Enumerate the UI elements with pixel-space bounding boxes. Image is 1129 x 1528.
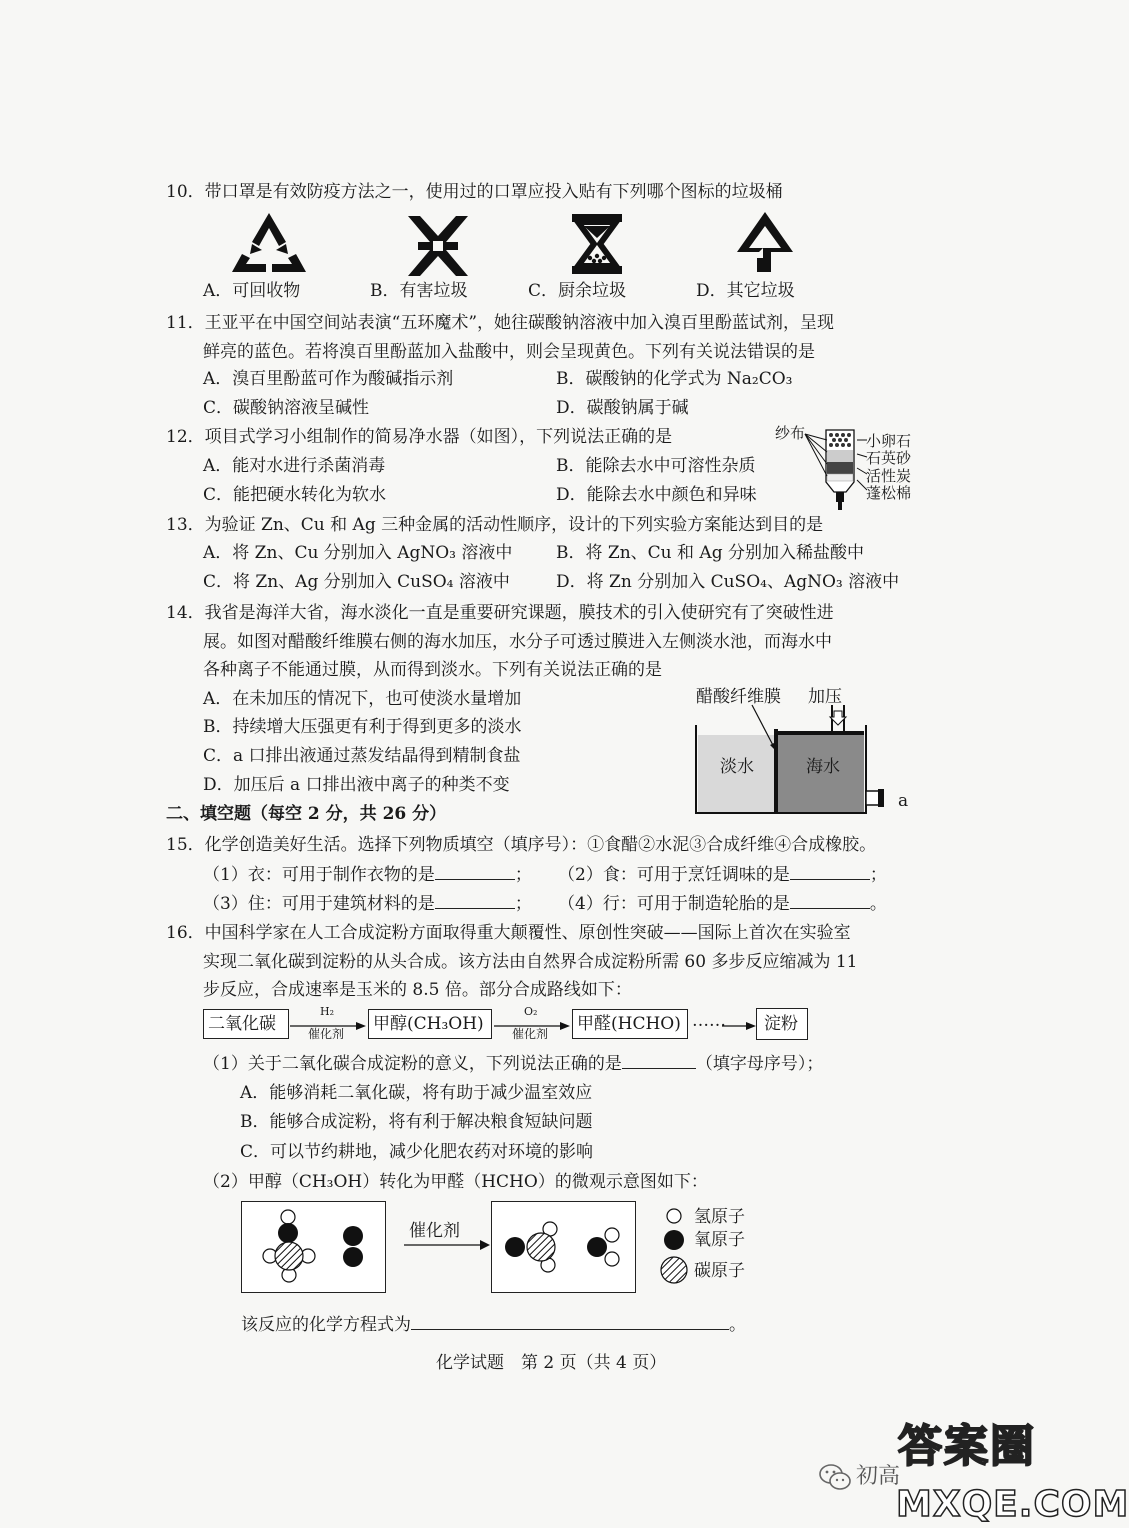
route-h2: H₂ xyxy=(320,1005,335,1018)
q15-sep-1: ； xyxy=(514,865,532,885)
q15-part1-text: （1）衣：可用于制作衣物的是 xyxy=(203,865,435,885)
legend-hydrogen: 氢原子 xyxy=(694,1207,745,1227)
section-2-title: 二、填空题（每空 2 分，共 26 分） xyxy=(166,804,447,824)
label-sea-water: 海水 xyxy=(806,757,840,777)
legend-carbon: 碳原子 xyxy=(694,1261,745,1281)
route-dots: …… xyxy=(692,1011,726,1031)
q15-blank-3[interactable] xyxy=(435,892,515,909)
q13-option-b: B．将 Zn、Cu 和 Ag 分别加入稀盐酸中 xyxy=(556,543,864,563)
q15-stem: 15．化学创造美好生活。选择下列物质填空（填序号）：①食醋②水泥③合成纤维④合成橡胶。 xyxy=(166,835,877,855)
q16-sub1-tail: （填字母序号）； xyxy=(695,1054,824,1074)
q10-option-b: B．有害垃圾 xyxy=(370,281,468,301)
q13-option-a: A．将 Zn、Cu 分别加入 AgNO₃ 溶液中 xyxy=(203,543,513,563)
q16-sub1 xyxy=(203,1052,823,1075)
route-o2: O₂ xyxy=(524,1005,538,1018)
q14-stem-line1: 14．我省是海洋大省，海水淡化一直是重要研究课题，膜技术的引入使研究有了突破性进 xyxy=(166,603,834,623)
label-sand: 石英砂 xyxy=(866,449,912,467)
tree-icon xyxy=(733,208,797,276)
q15-part1 xyxy=(203,863,532,886)
q16-equation-end: 。 xyxy=(729,1315,746,1335)
q16-equation-line xyxy=(241,1313,746,1336)
q14-option-c: C．a 口排出液通过蒸发结晶得到精制食盐 xyxy=(203,746,521,766)
q16-sub2: （2）甲醇（CH₃OH）转化为甲醛（HCHO）的微观示意图如下： xyxy=(203,1172,708,1192)
q15-part3 xyxy=(203,892,532,915)
route-arrow-3 xyxy=(722,1022,756,1030)
q15-part4-text: （4）行：可用于制造轮胎的是 xyxy=(558,894,790,914)
q16-sub1-option-b: B．能够合成淀粉，将有利于解决粮食短缺问题 xyxy=(240,1112,593,1132)
route-formaldehyde: 甲醛(HCHO) xyxy=(577,1014,681,1034)
q14-option-b: B．持续增大压强更有利于得到更多的淡水 xyxy=(203,717,522,737)
q11-stem-line1: 11．王亚平在中国空间站表演“五环魔术”，她往碳酸钠溶液中加入溴百里酚蓝试剂，呈现 xyxy=(166,313,835,333)
q13-option-d: D．将 Zn 分别加入 CuSO₄、AgNO₃ 溶液中 xyxy=(556,572,900,592)
micro-reactants xyxy=(241,1201,384,1291)
label-cloth: 纱布 xyxy=(775,424,806,442)
q15-blank-2[interactable] xyxy=(790,863,870,880)
label-outlet-a: a xyxy=(898,791,909,811)
q15-sep-3: ； xyxy=(514,894,532,914)
q16-equation-text: 该反应的化学方程式为 xyxy=(241,1315,411,1335)
q15-blank-4[interactable] xyxy=(790,892,870,909)
q12-option-c: C．能把硬水转化为软水 xyxy=(203,485,387,505)
micro-products xyxy=(491,1201,634,1291)
label-fresh-water: 淡水 xyxy=(720,757,754,777)
route-methanol: 甲醇(CH₃OH) xyxy=(373,1014,484,1034)
q16-stem-line2: 实现二氧化碳到淀粉的从头合成。该方法由自然界合成淀粉所需 60 多步反应缩减为 11 xyxy=(203,952,858,972)
watermark-wechat-name: 初高 xyxy=(856,1464,901,1489)
micro-catalyst: 催化剂 xyxy=(409,1221,460,1241)
q13-option-c: C．将 Zn、Ag 分别加入 CuSO₄ 溶液中 xyxy=(203,572,510,592)
watermark-logo: 答案圈 xyxy=(898,1421,1036,1472)
q13-stem: 13．为验证 Zn、Cu 和 Ag 三种金属的活动性顺序，设计的下列实验方案能达到目的是 xyxy=(166,515,824,535)
route-catalyst-1: 催化剂 xyxy=(308,1027,345,1041)
hourglass-icon xyxy=(570,212,624,276)
q15-sep-2: ； xyxy=(869,865,887,885)
q16-sub1-option-a: A．能够消耗二氧化碳，将有助于减少温室效应 xyxy=(240,1083,593,1103)
legend-oxygen: 氧原子 xyxy=(694,1230,745,1250)
route-co2: 二氧化碳 xyxy=(208,1014,276,1034)
q12-option-d: D．能除去水中颜色和异味 xyxy=(556,485,757,505)
q12-option-a: A．能对水进行杀菌消毒 xyxy=(203,456,386,476)
q15-end: 。 xyxy=(869,894,887,914)
q14-stem-line2: 展。如图对醋酸纤维膜右侧的海水加压，水分子可透过膜进入左侧淡水池，而海水中 xyxy=(203,632,832,652)
q16-blank-1[interactable] xyxy=(622,1052,696,1069)
wechat-icon xyxy=(818,1462,852,1492)
q12-stem: 12．项目式学习小组制作的简易净水器（如图），下列说法正确的是 xyxy=(166,427,673,447)
hazardous-icon xyxy=(406,214,470,278)
q12-option-b: B．能除去水中可溶性杂质 xyxy=(556,456,756,476)
q11-option-c: C．碳酸钠溶液呈碱性 xyxy=(203,398,370,418)
q10-option-d: D．其它垃圾 xyxy=(696,281,795,301)
page-footer: 化学试题 第 2 页（共 4 页） xyxy=(436,1353,667,1373)
label-pressure: 加压 xyxy=(808,687,842,707)
q14-option-a: A．在未加压的情况下，也可使淡水量增加 xyxy=(203,689,522,709)
label-carbon: 活性炭 xyxy=(866,467,912,485)
label-membrane: 醋酸纤维膜 xyxy=(696,687,781,707)
q11-stem-line2: 鲜亮的蓝色。若将溴百里酚蓝加入盐酸中，则会呈现黄色。下列有关说法错误的是 xyxy=(203,342,815,362)
q10-stem: 10．带口罩是有效防疫方法之一，使用过的口罩应投入贴有下列哪个图标的垃圾桶 xyxy=(166,182,783,202)
q15-part2-text: （2）食：可用于烹饪调味的是 xyxy=(558,865,790,885)
legend-symbols xyxy=(660,1206,692,1286)
q16-sub1-option-c: C．可以节约耕地，减少化肥农药对环境的影响 xyxy=(240,1142,594,1162)
q16-stem-line3: 步反应，合成速率是玉米的 8.5 倍。部分合成路线如下： xyxy=(203,980,632,1000)
route-catalyst-2: 催化剂 xyxy=(512,1027,549,1041)
q14-stem-line3: 各种离子不能通过膜，从而得到淡水。下列有关说法正确的是 xyxy=(203,660,662,680)
route-starch: 淀粉 xyxy=(764,1014,798,1034)
q15-part3-text: （3）住：可用于建筑材料的是 xyxy=(203,894,435,914)
q14-option-d: D．加压后 a 口排出液中离子的种类不变 xyxy=(203,775,510,795)
q11-option-d: D．碳酸钠属于碱 xyxy=(556,398,689,418)
q10-option-a: A．可回收物 xyxy=(203,281,301,301)
label-cotton: 蓬松棉 xyxy=(866,484,912,502)
q16-equation-blank[interactable] xyxy=(411,1313,729,1330)
q11-option-b: B．碳酸钠的化学式为 Na₂CO₃ xyxy=(556,369,793,389)
q10-option-c: C．厨余垃圾 xyxy=(528,281,627,301)
recycle-icon xyxy=(228,210,310,276)
q11-option-a: A．溴百里酚蓝可作为酸碱指示剂 xyxy=(203,369,454,389)
label-pebble: 小卵石 xyxy=(866,432,912,450)
q15-blank-1[interactable] xyxy=(435,863,515,880)
q15-part4 xyxy=(558,892,887,915)
q15-part2 xyxy=(558,863,887,886)
water-filter-leaders xyxy=(805,430,875,500)
q16-sub1-text: （1）关于二氧化碳合成淀粉的意义，下列说法正确的是 xyxy=(203,1054,622,1074)
watermark-site: MXQE.COM xyxy=(896,1484,1129,1525)
q16-stem-line1: 16．中国科学家在人工合成淀粉方面取得重大颠覆性、原创性突破——国际上首次在实验室 xyxy=(166,923,851,943)
